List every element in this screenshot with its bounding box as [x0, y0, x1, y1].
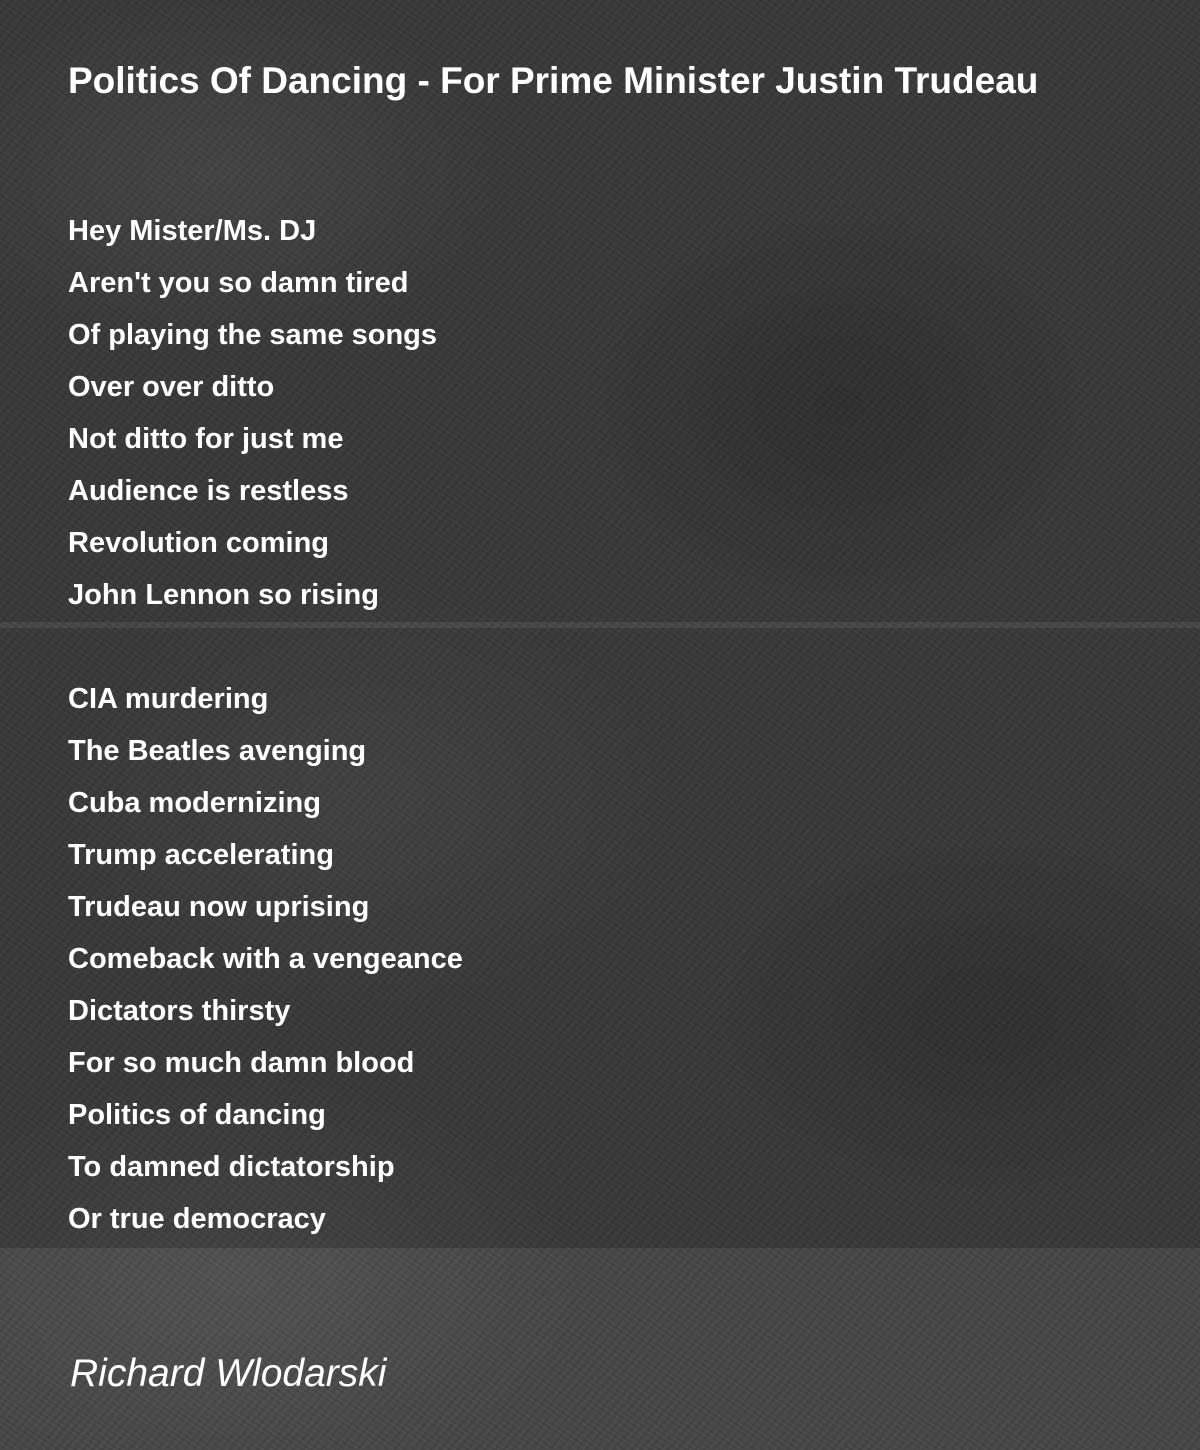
- poem-line: Politics of dancing: [68, 1099, 326, 1131]
- poem-line: Hey Mister/Ms. DJ: [68, 215, 317, 247]
- poem-line: CIA murdering: [68, 683, 269, 715]
- poem-line: Trudeau now uprising: [68, 891, 370, 923]
- poem-line: Comeback with a vengeance: [68, 943, 463, 975]
- poem-line: Over over ditto: [68, 371, 275, 403]
- poem-title: Politics Of Dancing - For Prime Minister Justin Trudeau: [68, 60, 1039, 101]
- poem-author: Richard Wlodarski: [70, 1352, 387, 1395]
- poem-line: Not ditto for just me: [68, 423, 344, 455]
- poem-line: Cuba modernizing: [68, 787, 321, 819]
- poem-line: Or true democracy: [68, 1203, 326, 1235]
- poem-line: Aren't you so damn tired: [68, 267, 409, 299]
- stanza-2: [68, 673, 1128, 1245]
- poem-line: The Beatles avenging: [68, 735, 367, 767]
- poem-line: Of playing the same songs: [68, 319, 438, 351]
- poem-line: Audience is restless: [68, 475, 349, 507]
- stanza-1: [68, 205, 1128, 621]
- poem-line: Revolution coming: [68, 527, 329, 559]
- poem-line: Trump accelerating: [68, 839, 334, 871]
- poem-line: Dictators thirsty: [68, 995, 291, 1027]
- poem-line: John Lennon so rising: [68, 579, 379, 611]
- poem-line: To damned dictatorship: [68, 1151, 395, 1183]
- poem-line: For so much damn blood: [68, 1047, 415, 1079]
